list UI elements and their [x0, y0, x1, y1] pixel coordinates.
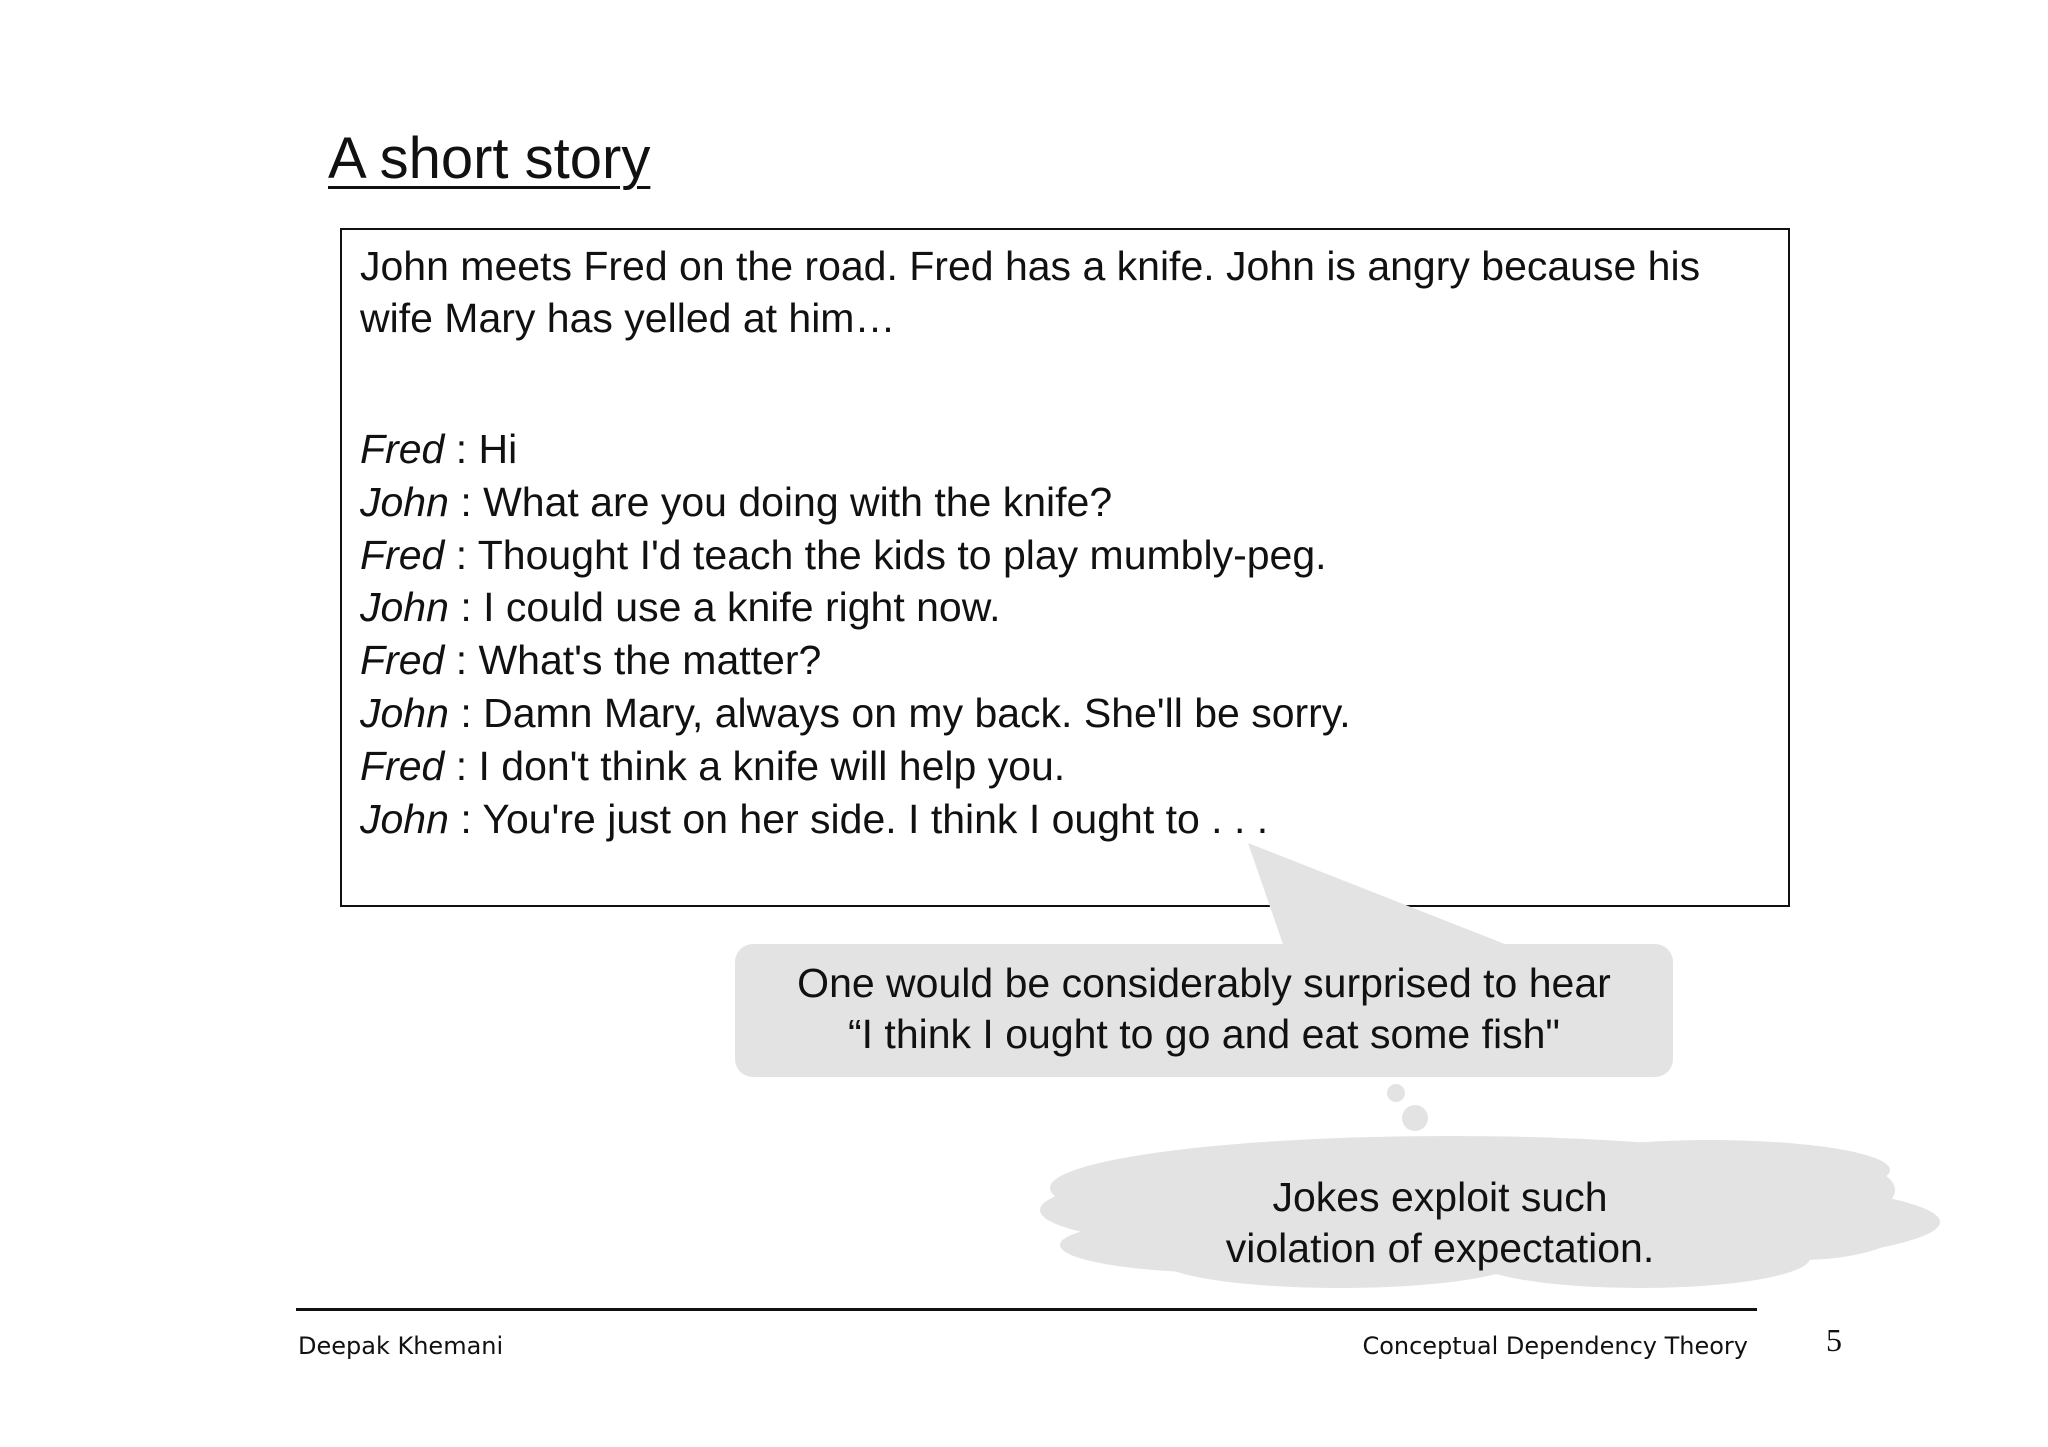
speech-bubble-tail: [1248, 843, 1520, 950]
dialogue-text: : Thought I'd teach the kids to play mumbly-peg.: [444, 531, 1327, 578]
footer-divider: [296, 1308, 1757, 1311]
dialogue-text: : Damn Mary, always on my back. She'll be sorry.: [448, 689, 1351, 736]
dialogue-text: : Hi: [444, 426, 518, 472]
speaker-name: Fred: [360, 742, 445, 789]
dialogue-text: : You're just on her side. I think I ought to . . .: [448, 795, 1269, 842]
story-intro: John meets Fred on the road. Fred has a knife. John is angry because his wife Mary has yelled at him…: [360, 243, 1701, 341]
dialogue-text: : I could use a knife right now.: [448, 584, 1001, 631]
thought-dot-small: [1387, 1084, 1405, 1102]
speech-bubble: [735, 944, 1673, 1077]
page-number: 5: [1826, 1322, 1842, 1358]
thought-bubble-text: [1140, 1172, 1740, 1274]
speaker-name: Fred: [360, 637, 445, 684]
speaker-name: Fred: [360, 426, 445, 472]
dialogue-text: : What's the matter?: [444, 637, 822, 684]
thought-dot-large: [1402, 1105, 1428, 1131]
speaker-name: John: [360, 795, 449, 842]
footer-course: Conceptual Dependency Theory: [1362, 1332, 1748, 1360]
speaker-name: Fred: [360, 531, 445, 578]
slide-title: A short story: [328, 126, 651, 191]
speech-bubble-line-1: One would be considerably surprised to hear: [797, 960, 1611, 1006]
speaker-name: John: [360, 478, 449, 525]
thought-bubble-line-2: violation of expectation.: [1225, 1225, 1655, 1271]
footer-author: Deepak Khemani: [298, 1332, 504, 1360]
speech-bubble-line-2: “I think I ought to go and eat some fish": [848, 1011, 1560, 1057]
dialogue-text: : I don't think a knife will help you.: [444, 742, 1066, 789]
dialogue-text: : What are you doing with the knife?: [448, 478, 1113, 525]
thought-bubble-line-1: Jokes exploit such: [1272, 1174, 1608, 1220]
speaker-name: John: [360, 689, 449, 736]
speaker-name: John: [360, 584, 449, 631]
